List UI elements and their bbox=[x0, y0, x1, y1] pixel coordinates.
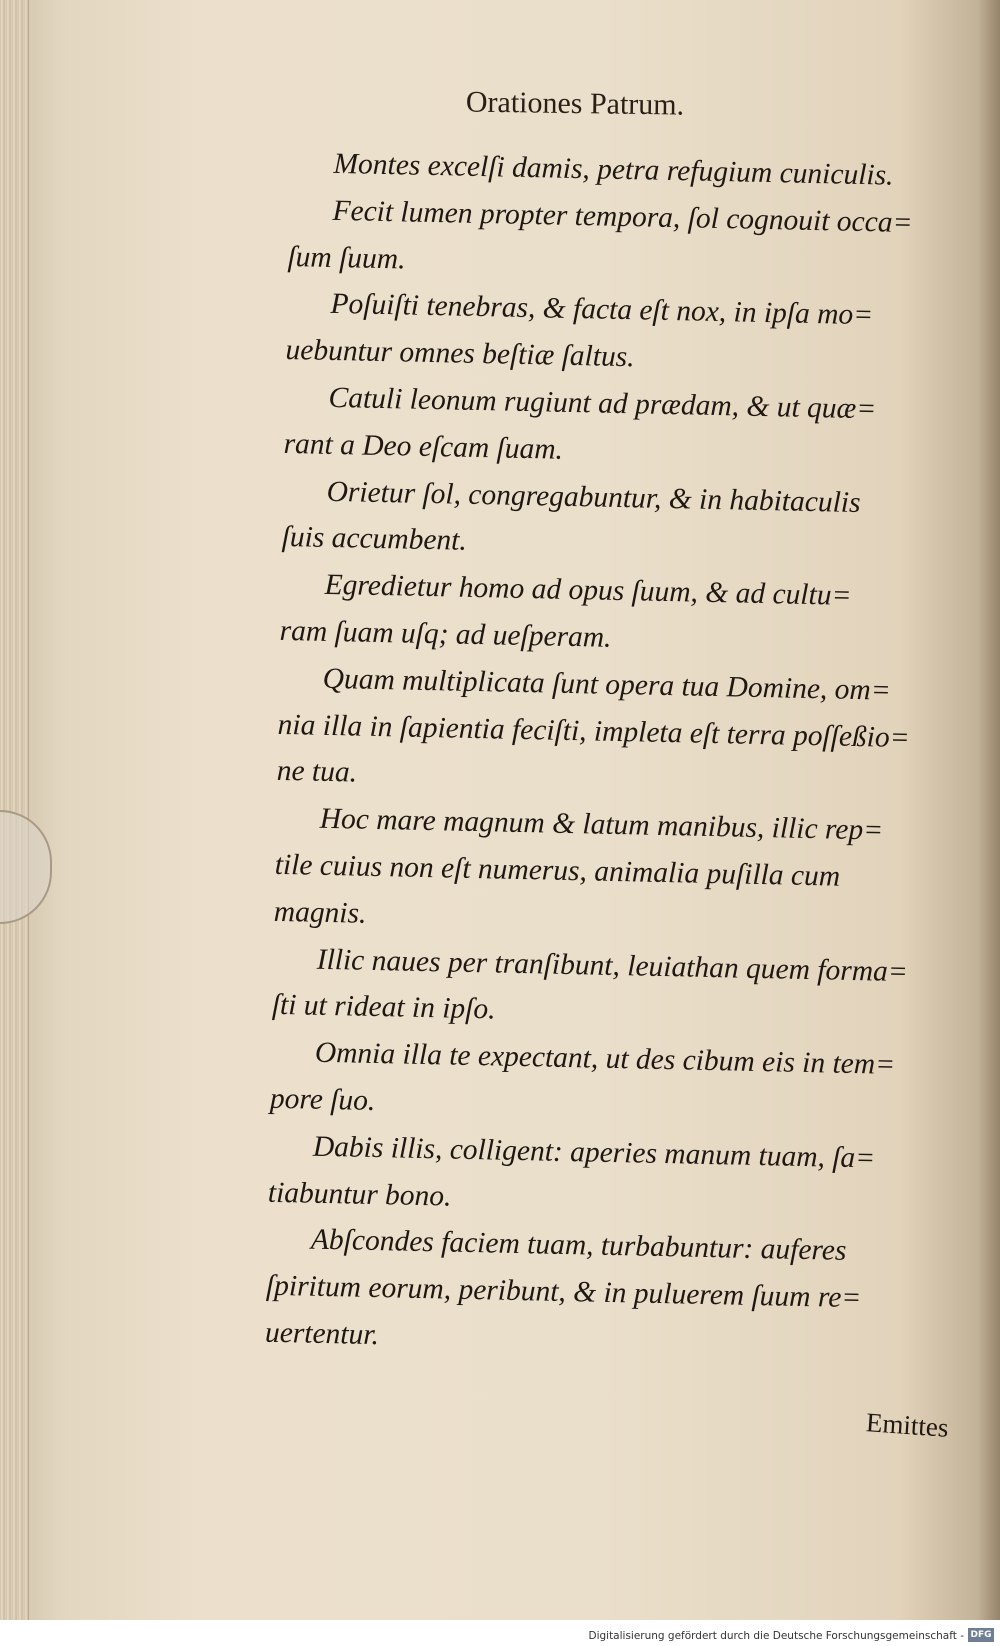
text-line: Orietur ſol, congregabuntur, & in habitaculis bbox=[326, 475, 861, 519]
text-line: Catuli leonum rugiunt ad prædam, & ut quæ= bbox=[328, 381, 877, 426]
body-text bbox=[265, 140, 980, 1371]
text-line: uebuntur omnes beſtiæ ſaltus. bbox=[285, 334, 635, 374]
text-line: Egredietur homo ad opus ſuum, & ad cultu= bbox=[324, 568, 852, 613]
dfg-logo[interactable]: DFG bbox=[968, 1628, 994, 1642]
catchword: Emittes bbox=[864, 1407, 949, 1443]
text-line: ſpiritum eorum, peribunt, & in puluerem ſuum re= bbox=[265, 1269, 862, 1315]
text-line: uertentur. bbox=[264, 1316, 380, 1352]
text-line: Dabis illis, colligent: aperies manum tuam, ſa= bbox=[312, 1130, 876, 1175]
text-line: pore ſuo. bbox=[269, 1082, 376, 1117]
text-line: ne tua. bbox=[276, 755, 358, 789]
text-line: Illic naues per tranſibunt, leuiathan quem forma= bbox=[316, 943, 909, 988]
text-line: nia illa in ſapientia feciſti, impleta eſt terra poſſeßio= bbox=[277, 708, 910, 754]
text-line: Montes excelſi damis, petra refugium cuniculis. bbox=[333, 147, 894, 192]
footer-bar bbox=[0, 1620, 1000, 1646]
text-line: tiabuntur bono. bbox=[267, 1176, 452, 1213]
text-line: Omnia illa te expectant, ut des cibum eis in tem= bbox=[314, 1036, 896, 1082]
text-line: Abſcondes faciem tuam, turbabuntur: auferes bbox=[310, 1224, 847, 1268]
text-line: Hoc mare magnum & latum manibus, illic rep= bbox=[319, 802, 884, 847]
text-line: ram ſuam uſq; ad ueſperam. bbox=[279, 614, 612, 654]
text-line: ſti ut rideat in ipſo. bbox=[271, 989, 496, 1026]
text-line: Quam multiplicata ſunt opera tua Domine, om= bbox=[322, 662, 892, 707]
text-line: Fecit lumen propter tempora, ſol cognouit occa= bbox=[332, 194, 913, 239]
text-line: magnis. bbox=[273, 895, 367, 930]
gutter-shadow bbox=[978, 0, 1000, 1620]
text-line: ſum ſuum. bbox=[287, 240, 406, 276]
text-line: ſuis accumbent. bbox=[281, 521, 468, 558]
text-line: rant a Deo eſcam ſuam. bbox=[283, 427, 564, 466]
running-head: Orationes Patrum. bbox=[465, 85, 685, 122]
text-line: tile cuius non eſt numerus, animalia puſilla cum bbox=[274, 848, 841, 893]
text-line: Poſuiſti tenebras, & facta eſt nox, in ipſa mo= bbox=[330, 288, 874, 332]
footer-credit: Digitalisierung gefördert durch die Deutsche Forschungsgemeinschaft - bbox=[588, 1630, 964, 1642]
